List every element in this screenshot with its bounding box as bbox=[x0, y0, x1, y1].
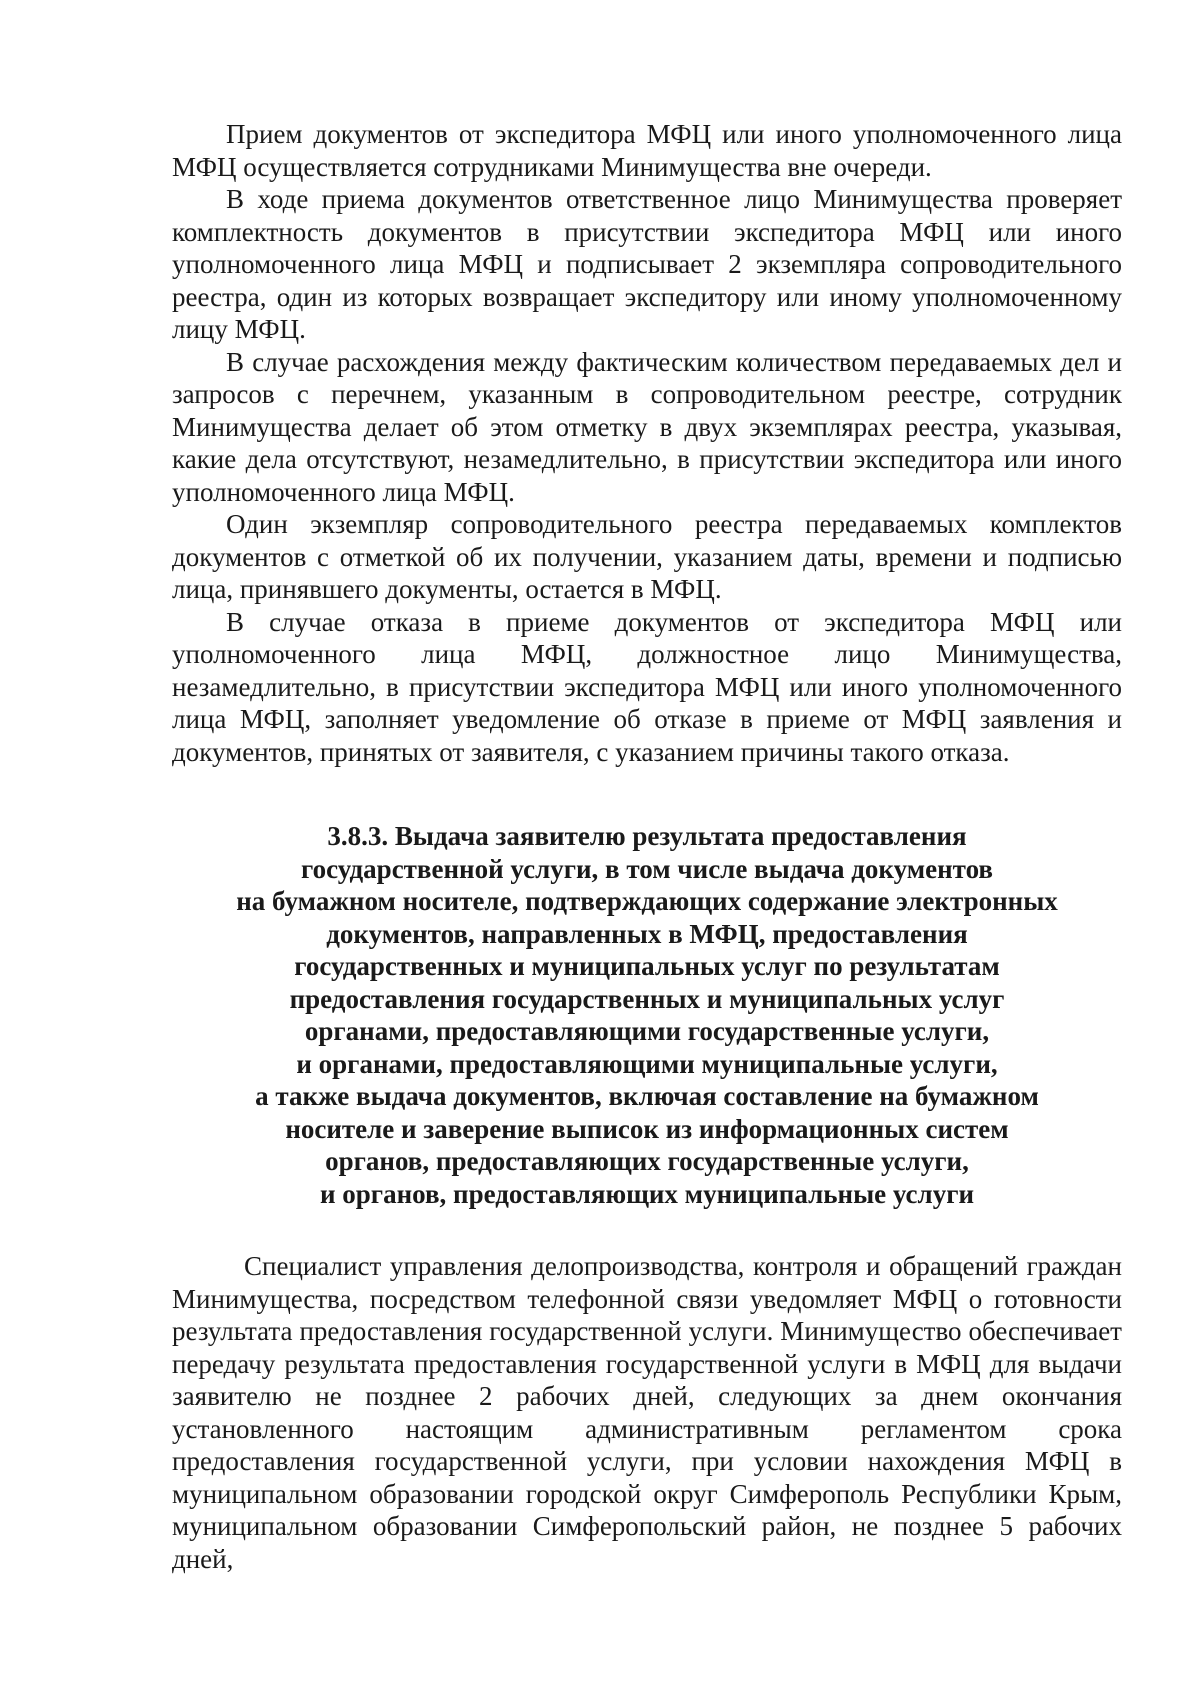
paragraph-refusal: В случае отказа в приеме документов от экспедитора МФЦ или уполномоченного лица МФЦ, должностное лицо Минимущества, незамедлительно, в присутствии экспедитора МФЦ или иного уполномоченного лица МФЦ, заполняет уведомление об отказе в приеме от МФЦ заявления и документов, принятых от заявителя, с указанием причины такого отказа. bbox=[172, 606, 1122, 767]
heading-line: государственных и муниципальных услуг по результатам bbox=[294, 951, 1000, 981]
heading-line: а также выдача документов, включая составление на бумажном bbox=[255, 1081, 1039, 1111]
heading-line: и органами, предоставляющими муниципальные услуги, bbox=[296, 1048, 998, 1079]
paragraph-result-notification: Специалист управления делопроизводства, контроля и обращений граждан Минимущества, посредством телефонной связи уведомляет МФЦ о готовности результата предоставления государственной услуги. Минимущество обеспечивает передачу результата предоставления государственной услуги в МФЦ для выдачи заявителю не позднее 2 рабочих дней, следующих за днем окончания установленного настоящим административным регламентом срока предоставления государственной услуги, при условии нахождения МФЦ в муниципальном образовании городской округ Симферополь Республики Крым, муниципальном образовании Симферопольский район, не позднее 5 рабочих дней, bbox=[172, 1251, 1122, 1574]
heading-line: предоставления государственных и муниципальных услуг bbox=[289, 983, 1005, 1014]
section-heading-3-8-3 bbox=[172, 820, 1122, 1210]
heading-line: и органов, предоставляющих муниципальные услуги bbox=[319, 1178, 975, 1209]
paragraph-completeness-check: В ходе приема документов ответственное лицо Минимущества проверяет комплектность документов в присутствии экспедитора МФЦ или иного уполномоченного лица МФЦ и подписывает 2 экземпляра сопроводительного реестра, один из которых возвращает экспедитору или иному уполномоченному лицу МФЦ. bbox=[172, 184, 1122, 344]
paragraph-discrepancy: В случае расхождения между фактическим количеством передаваемых дел и запросов с перечнем, указанным в сопроводительном реестре, сотрудник Минимущества делает об этом отметку в двух экземплярах реестра, указывая, какие дела отсутствуют, незамедлительно, в присутствии экспедитора или иного уполномоченного лица МФЦ. bbox=[172, 346, 1122, 507]
heading-line: органами, предоставляющими государственные услуги, bbox=[304, 1016, 990, 1046]
paragraph-registry-copy: Один экземпляр сопроводительного реестра передаваемых комплектов документов с отметкой об их получении, указанием даты, времени и подписью лица, принявшего документы, остается в МФЦ. bbox=[172, 509, 1122, 604]
heading-line: органов, предоставляющих государственные услуги, bbox=[325, 1146, 969, 1176]
heading-line: на бумажном носителе, подтверждающих содержание электронных bbox=[236, 886, 1058, 916]
heading-line: 3.8.3. Выдача заявителю результата предоставления bbox=[327, 821, 967, 851]
document-page bbox=[172, 118, 1122, 1575]
heading-line: государственной услуги, в том числе выдача документов bbox=[301, 853, 993, 884]
heading-line: носителе и заверение выписок из информационных систем bbox=[285, 1113, 1009, 1144]
heading-line: документов, направленных в МФЦ, предоставления bbox=[326, 918, 968, 949]
paragraph-expeditor-reception: Прием документов от экспедитора МФЦ или иного уполномоченного лица МФЦ осуществляется сотрудниками Минимущества вне очереди. bbox=[172, 119, 1122, 182]
